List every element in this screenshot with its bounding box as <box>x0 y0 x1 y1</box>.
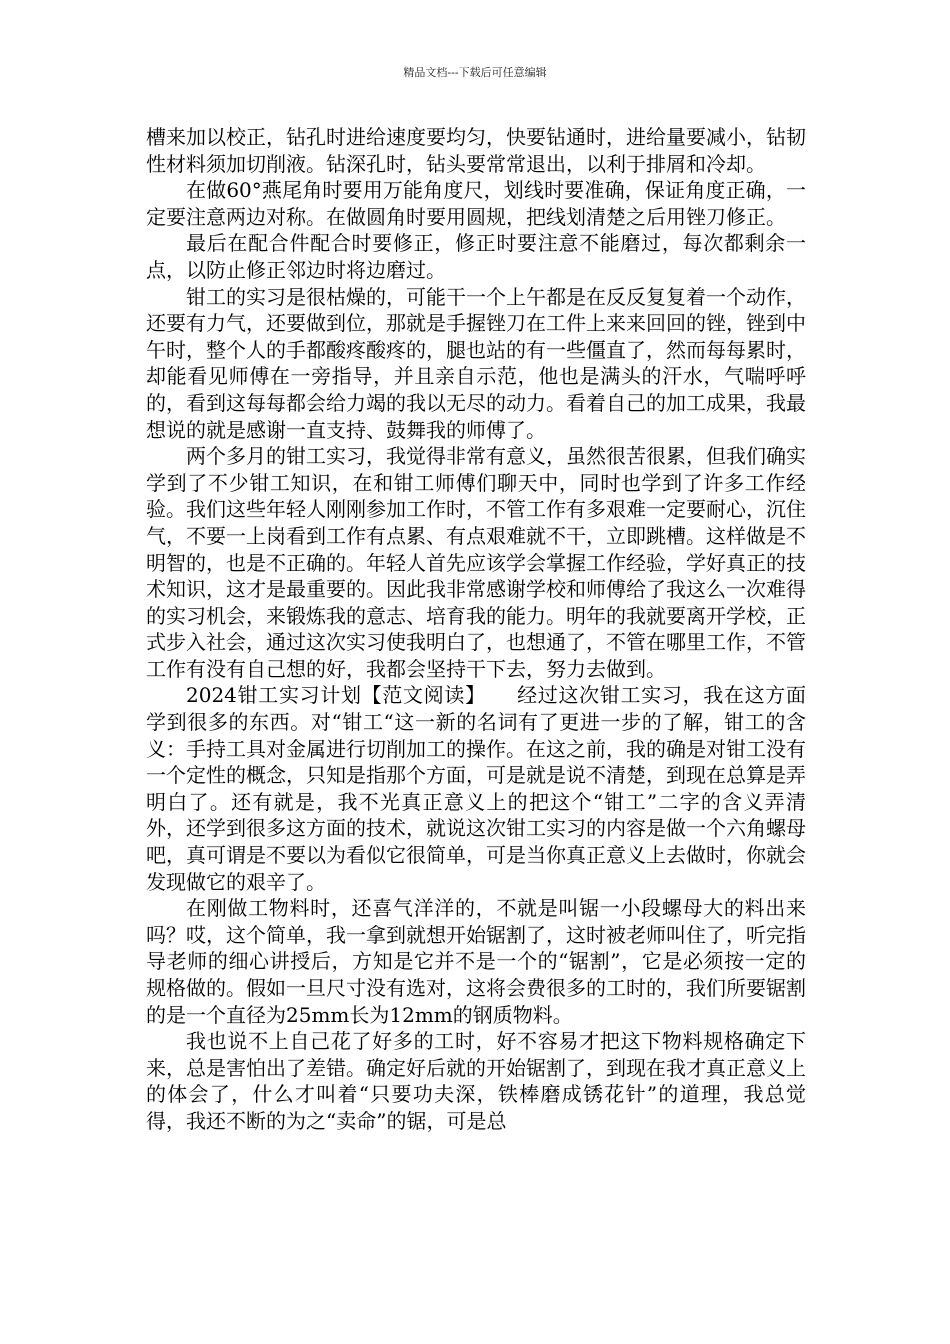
page-header: 精品文档---下载后可任意编辑 <box>403 66 547 79</box>
paragraph-5: 两个多月的钳工实习，我觉得非常有意义，虽然很苦很累，但我们确实学到了不少钳工知识，在和钳工师傅们聊天中，同时也学到了许多工作经验。我们这些年轻人刚刚参加工作时，不管工作有多艰难一定要耐心，沉住气，不要一上岗看到工作有点累、有点艰难就不干，立即跳槽。这样做是不明智的，也是不正确的。年轻人首先应该学会掌握工作经验，学好真正的技术知识，这才是最重要的。因此我非常感谢学校和师傅给了我这么一次难得的实习机会，来锻炼我的意志、培育我的能力。明年的我就要离开学校，正式步入社会，通过这次实习使我明白了，也想通了，不管在哪里工作，不管工作有没有自己想的好，我都会坚持干下去，努力去做到。 <box>146 444 806 681</box>
paragraph-3: 最后在配合件配合时要修正，修正时要注意不能磨过，每次都剩余一点，以防止修正邻边时将边磨过。 <box>146 231 806 282</box>
paragraph-2: 在做60°燕尾角时要用万能角度尺，划线时要准确，保证角度正确，一定要注意两边对称。在做圆角时要用圆规，把线划清楚之后用锉刀修正。 <box>146 178 806 229</box>
paragraph-8: 我也说不上自己花了好多的工时，好不容易才把这下物料规格确定下来，总是害怕出了差错。确定好后就的开始锯割了，到现在我才真正意义上的体会了，什么才叫着“只要功夫深，铁棒磨成锈花针”的道理，我总觉得，我还不断的为之“卖命”的锯，可是总 <box>146 1029 806 1133</box>
paragraph-7: 在刚做工物料时，还喜气洋洋的，不就是叫锯一小段螺母大的料出来吗？哎，这个简单，我一拿到就想开始锯割了，这时被老师叫住了，听完指导老师的细心讲授后，方知是它并不是一个的“锯割”，它是必须按一定的规格做的。假如一旦尺寸没有选对，这将会费很多的工时的，我们所要锯割的是一个直径为25mm长为12mm的钢质物料。 <box>146 896 806 1027</box>
paragraph-6: 2024钳工实习计划【范文阅读】 经过这次钳工实习，我在这方面学到很多的东西。对“钳工“这一新的名词有了更进一步的了解，钳工的含义：手持工具对金属进行切削加工的操作。在这之前，我的确是对钳工没有一个定性的概念，只知是指那个方面，可是就是说不清楚，到现在总算是弄明白了。还有就是，我不光真正意义上的把这个“钳工”二字的含义弄清外，还学到很多这方面的技术，就说这次钳工实习的内容是做一个六角螺母吧，真可谓是不要以为看似它很简单，可是当你真正意义上去做时，你就会发现做它的艰辛了。 <box>146 683 806 894</box>
paragraph-1: 槽来加以校正，钻孔时进给速度要均匀，快要钻通时，进给量要减小，钻韧性材料须加切削液。钻深孔时，钻头要常常退出，以利于排屑和冷却。 <box>146 125 806 176</box>
paragraph-4: 钳工的实习是很枯燥的，可能干一个上午都是在反反复复着一个动作，还要有力气，还要做到位，那就是手握锉刀在工件上来来回回的锉，锉到中午时，整个人的手都酸疼酸疼的，腿也站的有一些僵直了，然而每每累时，却能看见师傅在一旁指导，并且亲自示范，他也是满头的汗水，气喘呼呼的，看到这每每都会给力竭的我以无尽的动力。看着自己的加工成果，我最想说的就是感谢一直支持、鼓舞我的师傅了。 <box>146 284 806 442</box>
document-body <box>146 124 806 1135</box>
